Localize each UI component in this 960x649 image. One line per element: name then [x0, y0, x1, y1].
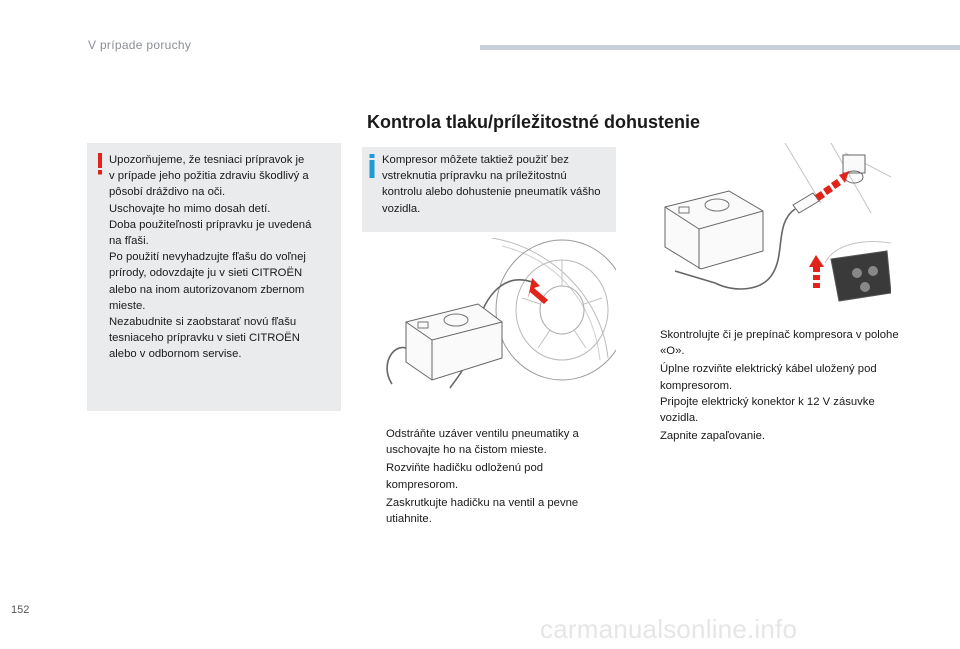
list-item: Zapnite zapaľovanie.: [660, 430, 766, 443]
steps-right-a: [638, 327, 900, 396]
info-text: Kompresor môžete taktiež použiť bez vstreknutia prípravku na príležitostnú kontrolu alebo dohustenie pneumatík vášho vozidla.: [382, 154, 601, 215]
compressor-wheel-drawing: [362, 238, 616, 412]
info-icon: [368, 154, 376, 178]
header-bar: [480, 45, 960, 50]
warning-text: Upozorňujeme, že tesniaci prípravok je v prípade jeho požitia zdraviu škodlivý a pôsobí dráždivo na oči. Uschovajte ho mimo dosah detí. Doba použiteľnosti prípravku je uvedená na fľaši. Po použití nevyhadzujte fľašu do voľnej prírody, odovzdajte ju v sieti CITROËN alebo na inom autorizovanom zbernom mieste. Nezabudnite si zaobstarať novú fľašu tesniaceho prípravku v sieti CITROËN alebo v odbornom servise.: [109, 154, 312, 361]
compressor-wheel-illustration: [362, 238, 616, 412]
page-title: Kontrola tlaku/príležitostné dohustenie: [367, 112, 701, 132]
page-number: 152: [11, 604, 30, 616]
steps-left: [364, 426, 610, 529]
watermark: carmanualsonline.info: [540, 614, 798, 644]
warning-box: [87, 143, 341, 411]
compressor-socket-drawing: [635, 143, 891, 303]
section-label: V prípade poruchy: [88, 38, 192, 52]
list-item: Úplne rozviňte elektrický kábel uložený pod kompresorom.: [660, 363, 877, 392]
list-item: Odstráňte uzáver ventilu pneumatiky a uschovajte ho na čistom mieste.: [386, 428, 579, 457]
info-box: [362, 147, 616, 232]
compressor-socket-illustration: [635, 143, 891, 303]
list-item: Rozviňte hadičku odloženú pod kompresorom.: [386, 462, 544, 491]
steps-right-b: [638, 394, 900, 447]
list-item: Skontrolujte či je prepínač kompresora v polohe «O».: [660, 329, 899, 358]
list-item: Zaskrutkujte hadičku na ventil a pevne utiahnite.: [386, 496, 579, 526]
list-item: Pripojte elektrický konektor k 12 V zásuvke vozidla.: [660, 396, 875, 425]
warning-exclamation-icon: [95, 153, 105, 175]
